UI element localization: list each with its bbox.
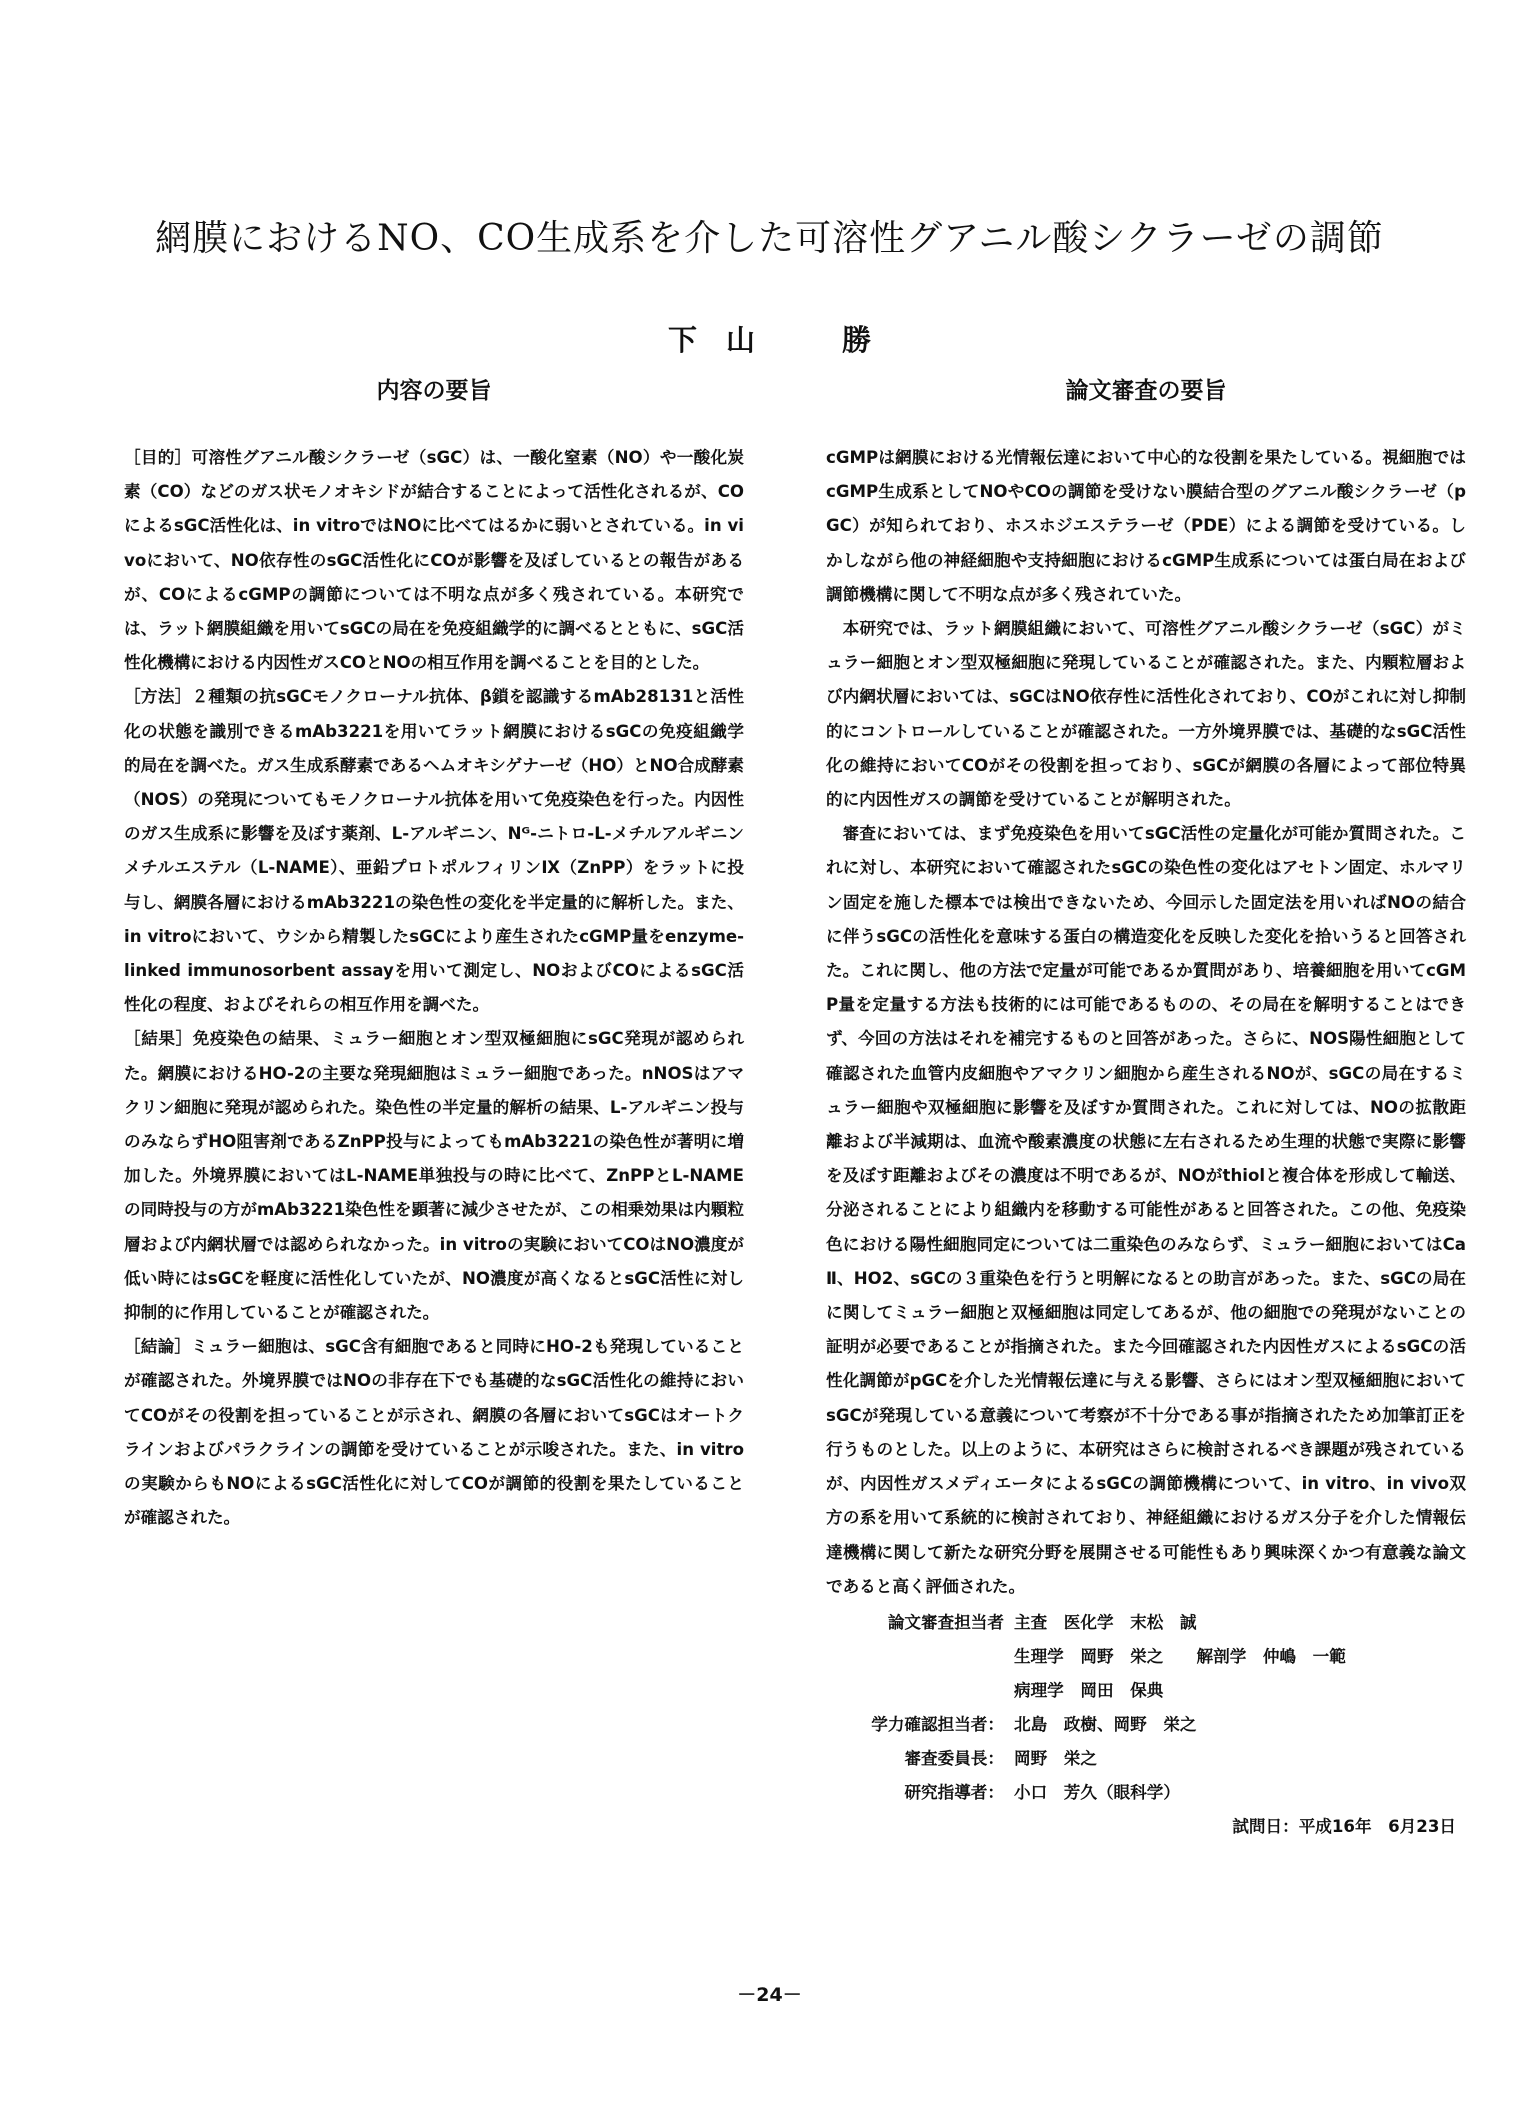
review-column xyxy=(826,372,1466,1844)
examiner-row xyxy=(826,1640,1466,1674)
exam-date: 試問日：平成16年 6月23日 xyxy=(1232,1816,1456,1836)
examiner-names: 生理学 岡野 栄之 解剖学 仲嶋 一範 xyxy=(1014,1646,1346,1666)
abstract-heading: 内容の要旨 xyxy=(376,378,492,404)
review-paragraph: 本研究では、ラット網膜組織において、可溶性グアニル酸シクラーゼ（sGC）がミュラー細胞とオン型双極細胞に発現していることが確認された。また、内顆粒層および内網状層においては、sGCはNO依存性に活性化されており、COがこれに対し抑制的にコントロールしていることが確認された。一方外境界膜では、基礎的なsGC活性化の維持においてCOがその役割を担っており、sGCが網膜の各層によって部位特異的に内因性ガスの調節を受けていることが解明された。 xyxy=(826,619,1466,810)
examiner-role xyxy=(826,1674,1004,1708)
paper-title: 網膜におけるNO、CO生成系を介した可溶性グアニル酸シクラーゼの調節 xyxy=(155,218,1384,259)
examiner-role: 学力確認担当者： xyxy=(871,1714,1004,1734)
examiner-names: 病理学 岡田 保典 xyxy=(1014,1680,1164,1700)
examiners-list xyxy=(826,1606,1466,1810)
page-number: －24－ xyxy=(737,1984,802,2006)
abstract-results: ［結果］免疫染色の結果、ミュラー細胞とオン型双極細胞にsGC発現が認められた。網膜におけるHO-2の主要な発現細胞はミュラー細胞であった。nNOSはアマクリン細胞に発現が認められた。染色性の半定量的解析の結果、L-アルギニン投与のみならずHO阻害剤であるZnPP投与によってもmAb3221の染色性が著明に増加した。外境界膜においてはL-NAME単独投与の時に比べて、ZnPPとL-NAMEの同時投与の方がmAb3221染色性を顕著に減少させたが、この相乗効果は内顆粒層および内網状層では認められなかった。in vitroの実験においてCOはNO濃度が低い時にはsGCを軽度に活性化していたが、NO濃度が高くなるとsGC活性に対し抑制的に作用していることが確認された。 xyxy=(124,1029,744,1323)
examiner-names: 岡野 栄之 xyxy=(1014,1748,1097,1768)
examiner-row xyxy=(826,1674,1466,1708)
examiner-names: 主査 医化学 末松 誠 xyxy=(1014,1612,1197,1632)
examiner-role xyxy=(826,1640,1004,1674)
abstract-methods: ［方法］２種類の抗sGCモノクローナル抗体、β鎖を認識するmAb28131と活性化の状態を識別できるmAb3221を用いてラット網膜におけるsGCの免疫組織学的局在を調べた。ガス生成系酵素であるヘムオキシゲナーゼ（HO）とNO合成酵素（NOS）の発現についてもモノクローナル抗体を用いて免疫染色を行った。内因性のガス生成系に影響を及ぼす薬剤、L-アルギニン、Nᴳ-ニトロ-L-メチルアルギニンメチルエステル（L-NAME）、亜鉛プロトポルフィリンⅨ（ZnPP）をラットに投与し、網膜各層におけるmAb3221の染色性の変化を半定量的に解析した。また、in vitroにおいて、ウシから精製したsGCにより産生されたcGMP量をenzyme-linked immunosorbent assayを用いて測定し、NOおよびCOによるsGC活性化の程度、およびそれらの相互作用を調べた。 xyxy=(124,687,744,1015)
abstract-column xyxy=(124,372,744,1536)
examiner-role: 審査委員長： xyxy=(904,1748,1004,1768)
examiner-row xyxy=(826,1742,1466,1776)
examiner-row xyxy=(826,1708,1466,1742)
author-name: 下 山 勝 xyxy=(667,323,871,357)
examiner-names: 小口 芳久（眼科学） xyxy=(1014,1782,1180,1802)
examiner-row xyxy=(826,1776,1466,1810)
examiner-role: 研究指導者： xyxy=(904,1782,1004,1802)
review-paragraph: 審査においては、まず免疫染色を用いてsGC活性の定量化が可能か質問された。これに対し、本研究において確認されたsGCの染色性の変化はアセトン固定、ホルマリン固定を施した標本では検出できないため、今回示した固定法を用いればNOの結合に伴うsGCの活性化を意味する蛋白の構造変化を反映した変化を拾いうると回答された。これに関し、他の方法で定量が可能であるか質問があり、培養細胞を用いてcGMP量を定量する方法も技術的には可能であるものの、その局在を解明することはできず、今回の方法はそれを補完するものと回答があった。さらに、NOS陽性細胞として確認された血管内皮細胞やアマクリン細胞から産生されるNOが、sGCの局在するミュラー細胞や双極細胞に影響を及ぼすか質問された。これに対しては、NOの拡散距離および半減期は、血流や酸素濃度の状態に左右されるため生理的状態で実際に影響を及ぼす距離およびその濃度は不明であるが、NOがthiolと複合体を形成して輸送、分泌されることにより組織内を移動する可能性があると回答された。この他、免疫染色における陽性細胞同定については二重染色のみならず、ミュラー細胞においてはCaⅡ、HO2、sGCの３重染色を行うと明解になるとの助言があった。また、sGCの局在に関してミュラー細胞と双極細胞は同定してあるが、他の細胞での発現がないことの証明が必要であることが指摘された。また今回確認された内因性ガスによるsGCの活性化調節がpGCを介した光情報伝達に与える影響、さらにはオン型双極細胞においてsGCが発現している意義について考察が不十分である事が指摘されたため加筆訂正を行うものとした。以上のように、本研究はさらに検討されるべき課題が残されているが、内因性ガスメディエータによるsGCの調節機構について、in vitro、in vivo双方の系を用いて系統的に検討されており、神経組織におけるガス分子を介した情報伝達機構に関して新たな研究分野を展開させる可能性もあり興味深くかつ有意義な論文であると高く評価された。 xyxy=(826,824,1466,1596)
examiner-role: 論文審査担当者 xyxy=(887,1612,1004,1632)
review-heading: 論文審査の要旨 xyxy=(1065,378,1227,404)
examiner-names: 北島 政樹、岡野 栄之 xyxy=(1014,1714,1197,1734)
abstract-conclusion: ［結論］ミュラー細胞は、sGC含有細胞であると同時にHO-2も発現していることが確認された。外境界膜ではNOの非存在下でも基礎的なsGC活性化の維持においてCOがその役割を担っていることが示され、網膜の各層においてsGCはオートクラインおよびパラクラインの調節を受けていることが示唆された。また、in vitroの実験からもNOによるsGC活性化に対してCOが調節的役割を果たしていることが確認された。 xyxy=(124,1337,744,1528)
abstract-purpose: ［目的］可溶性グアニル酸シクラーゼ（sGC）は、一酸化窒素（NO）や一酸化炭素（CO）などのガス状モノオキシドが結合することによって活性化されるが、COによるsGC活性化は、in vitroではNOに比べてはるかに弱いとされている。in vivoにおいて、NO依存性のsGC活性化にCOが影響を及ぼしているとの報告があるが、COによるcGMPの調節については不明な点が多く残されている。本研究では、ラット網膜組織を用いてsGCの局在を免疫組織学的に調べるとともに、sGC活性化機構における内因性ガスCOとNOの相互作用を調べることを目的とした。 xyxy=(124,448,744,673)
examiner-row xyxy=(826,1606,1466,1640)
review-paragraph: cGMPは網膜における光情報伝達において中心的な役割を果たしている。視細胞ではcGMP生成系としてNOやCOの調節を受けない膜結合型のグアニル酸シクラーゼ（pGC）が知られており、ホスホジエステラーゼ（PDE）による調節を受けている。しかしながら他の神経細胞や支持細胞におけるcGMP生成系については蛋白局在および調節機構に関して不明な点が多く残されていた。 xyxy=(826,448,1466,604)
